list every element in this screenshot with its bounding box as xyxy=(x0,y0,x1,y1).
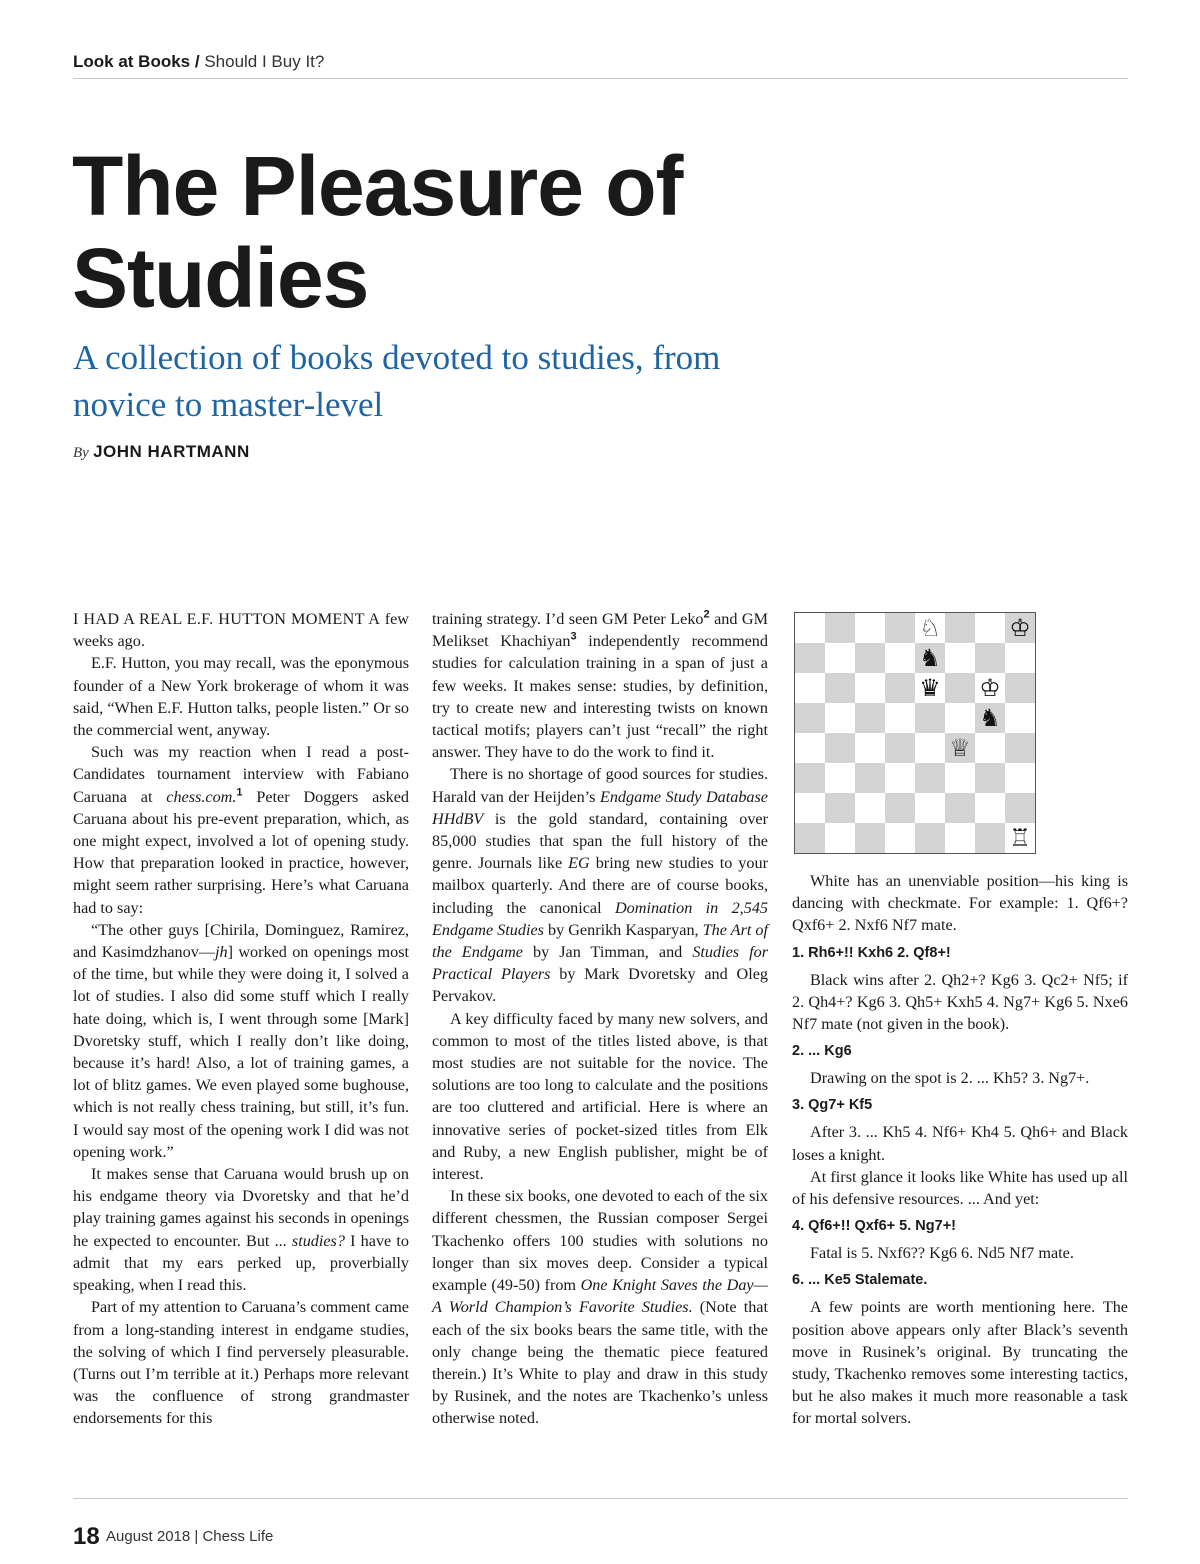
board-square xyxy=(855,823,885,853)
board-square xyxy=(825,673,855,703)
board-square xyxy=(915,643,945,673)
subsection-name: Should I Buy It? xyxy=(204,52,325,71)
paragraph: It makes sense that Caruana would brush up on his endgame theory via Dvoretsky and that he’d play training games against his seconds in openings he expected to encounter. But ... studies? I have to admit that my ears perked up, proverbially speaking, when I read this. xyxy=(73,1165,409,1295)
paragraph: In these six books, one devoted to each of the six different chessmen, the Russian composer Sergei Tkachenko offers 100 studies with solutions no longer than six moves deep. Consider a typical example (49-50) from One Knight Saves the Day—A World Champion’s Favorite Studies. (Note that each of the six books bears the same title, with the only change being the thematic piece featured therein.) It’s White to play and draw in this study by Rusinek, and the notes are Tkachenko’s unless otherwise noted. xyxy=(432,1187,768,1428)
board-square xyxy=(795,763,825,793)
move-notation: 6. ... Ke5 Stalemate. xyxy=(792,1272,928,1289)
board-square xyxy=(1005,703,1035,733)
board-square xyxy=(795,613,825,643)
book-title: The Art of the Endgame xyxy=(432,920,768,962)
board-square xyxy=(945,703,975,733)
black-knight-icon: ♞ xyxy=(919,644,941,672)
footnote-marker: 2 xyxy=(703,608,710,621)
board-square xyxy=(945,733,975,763)
book-title: Endgame Study Database HHdBV xyxy=(432,787,768,828)
board-square xyxy=(825,613,855,643)
column-3 xyxy=(792,612,1128,1430)
white-king-icon: ♔ xyxy=(1009,614,1031,642)
section-header xyxy=(73,52,1128,79)
book-title: One Knight Saves the Day—A World Champion’s Favorite Studies. xyxy=(432,1276,768,1317)
board-square xyxy=(855,703,885,733)
column-2 xyxy=(432,608,768,1430)
chess-board-diagram xyxy=(794,612,1036,854)
board-square xyxy=(1005,763,1035,793)
board-square xyxy=(945,643,975,673)
paragraph: I HAD A REAL E.F. HUTTON MOMENT A few weeks ago. xyxy=(73,610,409,651)
board-square xyxy=(825,643,855,673)
board-square xyxy=(825,793,855,823)
board-square xyxy=(975,823,1005,853)
board-square xyxy=(975,613,1005,643)
paragraph: A few points are worth mentioning here. The position above appears only after Black’s seventh move in Rusinek’s original. By truncating the study, Tkachenko removes some interesting tactics, but he also makes it much more reasonable a task for mortal solvers. xyxy=(792,1298,1128,1428)
board-square xyxy=(855,763,885,793)
board-square xyxy=(1005,613,1035,643)
paragraph: Drawing on the spot is 2. ... Kh5? 3. Ng7+. xyxy=(810,1069,1090,1088)
book-title: Domination in 2,545 Endgame Studies xyxy=(432,898,769,939)
section-separator: / xyxy=(194,52,200,71)
board-square xyxy=(915,823,945,853)
paragraph: training strategy. I’d seen GM Peter Leko$^2$ and GM Melikset Khachiyan$^3$ independently recommend studies for calculation training in a span of just a few weeks. It makes sense: studies, by definition, try to create new and interesting twists on known tactical motifs; players can’t just “recall” the right answer. They have to do the work to find it. xyxy=(432,608,768,762)
board-square xyxy=(915,703,945,733)
page-number: 18 xyxy=(73,1523,100,1550)
paragraph: Black wins after 2. Qh2+? Kg6 3. Qc2+ Nf5; if 2. Qh4+? Kg6 3. Qh5+ Kxh5 4. Ng7+ Kg6 5. Nxe6 Nf7 mate (not given in the book). xyxy=(792,970,1128,1034)
paragraph: Fatal is 5. Nxf6?? Kg6 6. Nd5 Nf7 mate. xyxy=(810,1244,1074,1263)
paragraph: Such was my reaction when I read a post-Candidates tournament interview with Fabiano Caruana at chess.com.$^1$ Peter Doggers asked Caruana about his pre-event preparation, which, as one might expect, involved a lot of opening study. How that preparation looked in practice, however, might seem rather surprising. Here’s what Caruana had to say: xyxy=(73,743,409,917)
white-queen-icon: ♕ xyxy=(949,734,971,762)
board-square xyxy=(975,673,1005,703)
board-square xyxy=(825,823,855,853)
board-square xyxy=(945,823,975,853)
board-square xyxy=(915,793,945,823)
paragraph: Part of my attention to Caruana’s comment came from a long-standing interest in endgame studies, the solving of which I find perversely pleasurable. (Turns out I’m terrible at it.) Perhaps more relevant was the confluence of strong grandmaster endorsements for this xyxy=(73,1298,409,1428)
move-notation: 4. Qf6+!! Qxf6+ 5. Ng7+! xyxy=(792,1218,956,1235)
footnote-marker: 3 xyxy=(570,630,577,643)
board-square xyxy=(975,733,1005,763)
board-square xyxy=(1005,643,1035,673)
black-knight-icon: ♞ xyxy=(979,704,1001,732)
paragraph: White has an unenviable position—his king is dancing with checkmate. For example: 1. Qf6+? Qxf6+ 2. Nxf6 Nf7 mate. xyxy=(792,872,1128,935)
board-square xyxy=(975,763,1005,793)
board-square xyxy=(825,733,855,763)
paragraph: A key difficulty faced by many new solvers, and common to most of the titles listed above, is that most studies are not suitable for the novice. The solutions are too long to calculate and the positions are too cluttered and artificial. Here is where an innovative series of pocket-sized titles from Elk and Ruby, a new English publisher, might be of interest. xyxy=(432,1009,768,1184)
paragraph: E.F. Hutton, you may recall, was the eponymous founder of a New York brokerage of whom it was said, “When E.F. Hutton talks, people listen.” Or so the commercial went, anyway. xyxy=(73,654,409,740)
issue-info: August 2018 | Chess Life xyxy=(106,1528,274,1545)
board-square xyxy=(885,823,915,853)
lead-in: I HAD A REAL E.F. HUTTON MOMENT A xyxy=(73,610,381,628)
board-square xyxy=(855,673,885,703)
board-square xyxy=(825,703,855,733)
board-square xyxy=(885,673,915,703)
board-square xyxy=(795,733,825,763)
board-square xyxy=(885,703,915,733)
board-square xyxy=(915,763,945,793)
board-square xyxy=(855,733,885,763)
board-square xyxy=(885,643,915,673)
board-square xyxy=(915,733,945,763)
white-rook-icon: ♖ xyxy=(1009,824,1031,852)
column-1 xyxy=(73,608,409,1430)
board-square xyxy=(915,613,945,643)
board-square xyxy=(885,733,915,763)
footnote-marker: 1 xyxy=(236,786,243,799)
move-notation: 3. Qg7+ Kf5 xyxy=(792,1097,873,1114)
board-square xyxy=(945,763,975,793)
board-square xyxy=(885,613,915,643)
board-square xyxy=(795,703,825,733)
book-title: Studies for Practical Players xyxy=(432,943,768,984)
website-name: chess.com. xyxy=(166,787,237,806)
board-square xyxy=(915,673,945,703)
board-square xyxy=(975,703,1005,733)
board-square xyxy=(795,673,825,703)
paragraph: “The other guys [Chirila, Dominguez, Ramirez, and Kasimdzhanov—jh] worked on openings most of the time, but while they were doing it, I solved a lot of studies. I also did some stuff which I really hate doing, which is, I went through some [Mark] Dvoretsky stuff, which I really don’t like doing, because it’s hard! Also, a lot of training games, a lot of blitz games. We even played some bughouse, which is not really chess training, but still, it’s fun. I would say most of the opening work I did was not opening work.” xyxy=(73,920,409,1161)
board-square xyxy=(945,673,975,703)
article-deck: A collection of books devoted to studies, from novice to master-level xyxy=(73,338,721,424)
board-square xyxy=(1005,793,1035,823)
byline-prefix: By xyxy=(73,445,89,461)
paragraph: After 3. ... Kh5 4. Nf6+ Kh4 5. Qh6+ and Black loses a knight. xyxy=(792,1123,1128,1164)
board-square xyxy=(975,643,1005,673)
page-footer xyxy=(73,1498,1128,1550)
move-notation: 2. ... Kg6 xyxy=(792,1043,852,1060)
black-queen-icon: ♛ xyxy=(919,674,941,702)
board-square xyxy=(945,793,975,823)
board-square xyxy=(825,763,855,793)
article-title: The Pleasure of Studies xyxy=(72,139,683,325)
board-square xyxy=(795,823,825,853)
board-square xyxy=(885,763,915,793)
section-name: Look at Books xyxy=(73,52,191,71)
board-square xyxy=(855,613,885,643)
white-king-icon: ♔ xyxy=(979,674,1001,702)
board-square xyxy=(855,643,885,673)
board-square xyxy=(795,643,825,673)
board-square xyxy=(885,793,915,823)
byline xyxy=(73,442,250,462)
paragraph: There is no shortage of good sources for studies. Harald van der Heijden’s Endgame Study Database HHdBV is the gold standard, containing over 85,000 studies that span the full history of the genre. Journals like EG bring new studies to your mailbox quarterly. And there are of course books, including the canonical Domination in 2,545 Endgame Studies by Genrikh Kasparyan, The Art of the Endgame by Jan Timman, and Studies for Practical Players by Mark Dvoretsky and Oleg Pervakov. xyxy=(432,765,769,1006)
paragraph: At first glance it looks like White has used up all of his defensive resources. ... And yet: xyxy=(792,1167,1128,1209)
board-square xyxy=(1005,823,1035,853)
author-name: JOHN HARTMANN xyxy=(93,442,250,461)
board-square xyxy=(795,793,825,823)
board-square xyxy=(1005,733,1035,763)
board-square xyxy=(975,793,1005,823)
board-square xyxy=(1005,673,1035,703)
board-square xyxy=(945,613,975,643)
move-notation: 1. Rh6+!! Kxh6 2. Qf8+! xyxy=(792,944,951,961)
white-knight-icon: ♘ xyxy=(919,614,941,642)
board-square xyxy=(855,793,885,823)
